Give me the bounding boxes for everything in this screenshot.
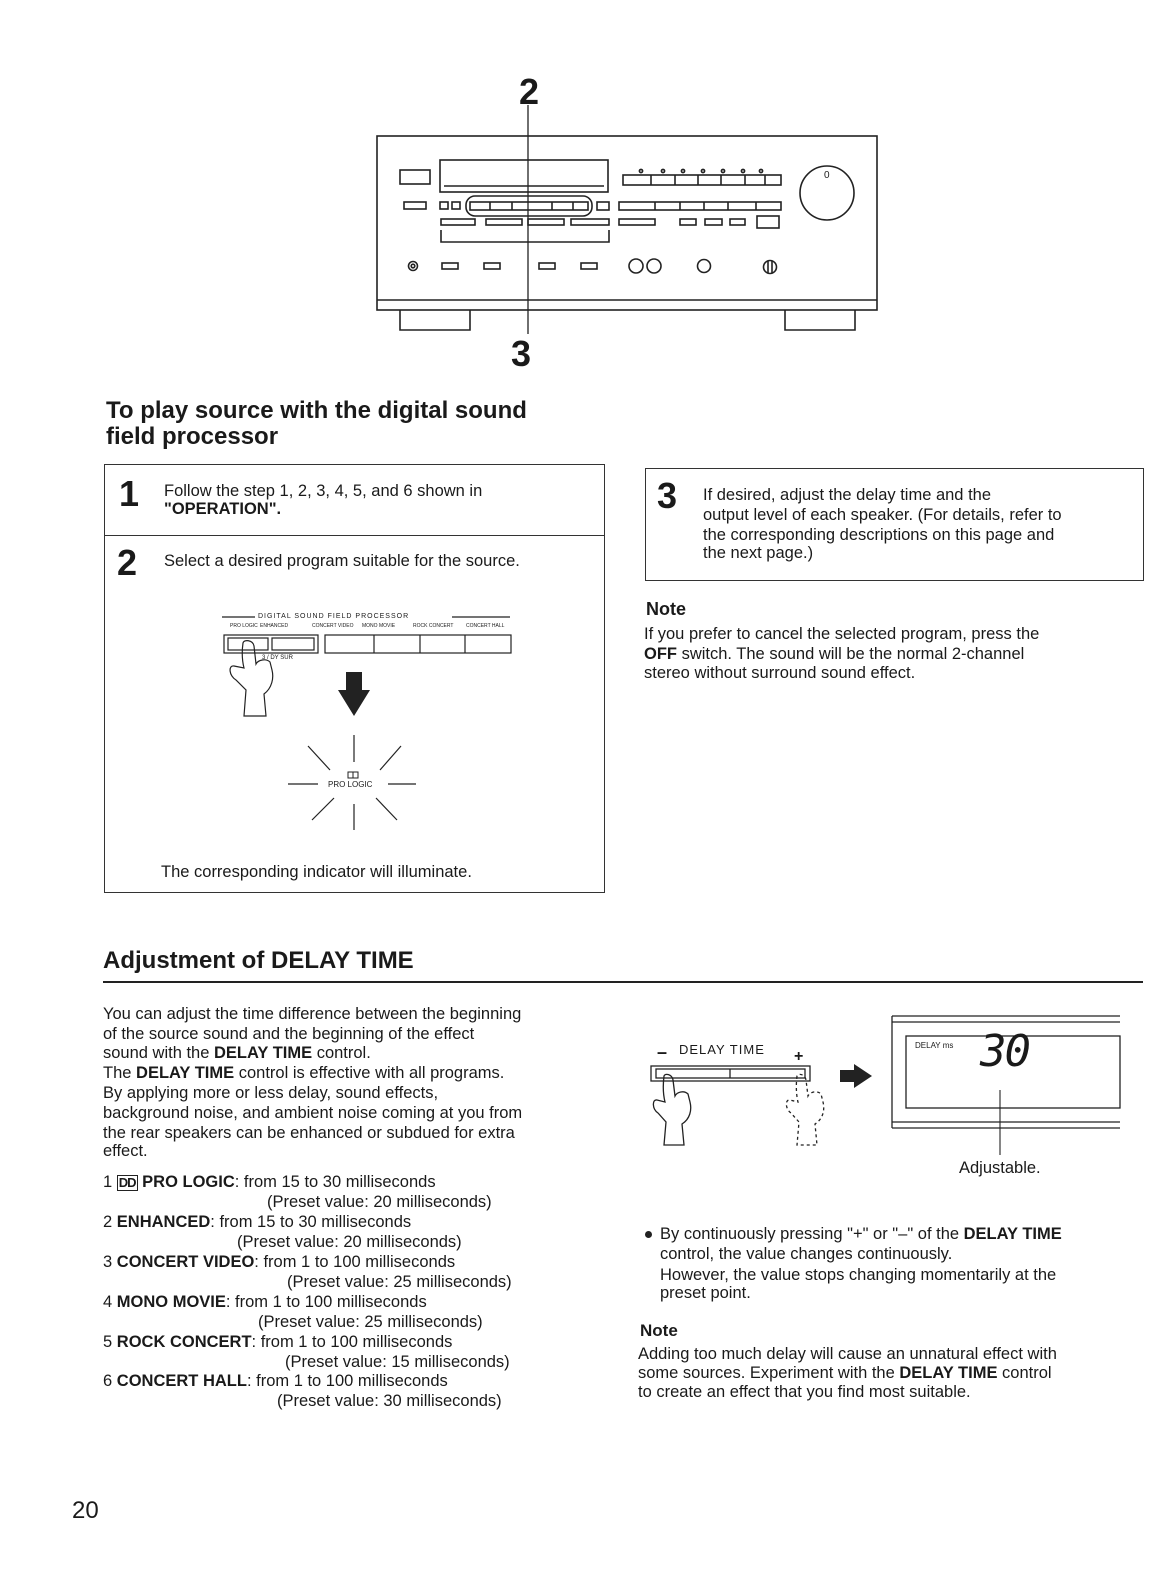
bullet-line3: However, the value stops changing momentarily at the xyxy=(660,1266,1057,1284)
intro-line1: You can adjust the time difference between the beginning xyxy=(103,1005,522,1023)
delay-section-title: Adjustment of DELAY TIME xyxy=(103,947,414,974)
note2-title: Note xyxy=(640,1321,678,1340)
delay-control-label: DELAY TIME xyxy=(679,1042,765,1057)
volume-mark: 0 xyxy=(824,170,830,181)
step-2-caption: The corresponding indicator will illuminate. xyxy=(161,863,472,881)
page-number: 20 xyxy=(72,1497,99,1524)
intro-line7: the rear speakers can be enhanced or subdued for extra xyxy=(103,1124,515,1142)
section-title-line1: To play source with the digital sound xyxy=(106,397,527,424)
program-2: 2 ENHANCED: from 15 to 30 milliseconds xyxy=(103,1213,412,1231)
dsp-panel-header: DIGITAL SOUND FIELD PROCESSOR xyxy=(258,613,410,620)
step-1-text-line1: Follow the step 1, 2, 3, 4, 5, and 6 shown in xyxy=(164,482,483,500)
dsp-label-concert-hall: CONCERT HALL xyxy=(466,623,505,629)
dsp-label-mono-movie: MONO MOVIE xyxy=(362,623,396,629)
adjustable-caption: Adjustable. xyxy=(959,1159,1041,1177)
program-2-preset: (Preset value: 20 milliseconds) xyxy=(237,1233,462,1251)
display-label: DELAY ms xyxy=(915,1041,954,1050)
intro-line3: sound with the DELAY TIME control. xyxy=(103,1044,371,1062)
step-1-number: 1 xyxy=(119,473,140,514)
note-line1: If you prefer to cancel the selected program, press the xyxy=(644,625,1040,643)
step-2-number: 2 xyxy=(117,542,138,583)
callout-2: 2 xyxy=(519,71,540,112)
dsp-label-rock-concert: ROCK CONCERT xyxy=(413,623,454,629)
step-3-line3: the corresponding descriptions on this page and xyxy=(703,526,1055,544)
callout-3: 3 xyxy=(511,333,532,374)
intro-line4: The DELAY TIME control is effective with all programs. xyxy=(103,1064,505,1082)
program-1: 1 DD PRO LOGIC: from 15 to 30 milliseconds xyxy=(103,1173,436,1191)
delay-minus: – xyxy=(657,1042,668,1062)
intro-line2: of the source sound and the beginning of the effect xyxy=(103,1025,475,1043)
bullet-line1: By continuously pressing "+" or "–" of the DELAY TIME xyxy=(660,1225,1062,1243)
step-3-line2: output level of each speaker. (For details, refer to xyxy=(703,506,1062,524)
pro-logic-indicator: PRO LOGIC xyxy=(328,780,373,789)
program-4: 4 MONO MOVIE: from 1 to 100 milliseconds xyxy=(103,1293,427,1311)
section-title-line2: field processor xyxy=(106,423,279,450)
intro-line8: effect. xyxy=(103,1142,148,1160)
step-3-line4: the next page.) xyxy=(703,544,814,562)
dsp-panel-sub: 3 / DY SUR xyxy=(262,655,293,661)
dsp-label-concert-video: CONCERT VIDEO xyxy=(312,623,354,629)
program-1-preset: (Preset value: 20 milliseconds) xyxy=(267,1193,492,1211)
dolby-logo-icon: DD xyxy=(118,1175,136,1190)
program-3: 3 CONCERT VIDEO: from 1 to 100 milliseconds xyxy=(103,1253,456,1271)
step-1-text-line2: "OPERATION". xyxy=(164,500,282,518)
intro-line6: background noise, and ambient noise coming at you from xyxy=(103,1104,523,1122)
dsp-label-pro-logic: PRO LOGIC xyxy=(230,623,258,629)
note2-line2: some sources. Experiment with the DELAY TIME control xyxy=(638,1364,1052,1382)
program-3-preset: (Preset value: 25 milliseconds) xyxy=(287,1273,512,1291)
display-value: 30 xyxy=(980,1026,1029,1077)
step-3-line1: If desired, adjust the delay time and the xyxy=(703,486,992,504)
step-3-number: 3 xyxy=(657,475,678,516)
program-6: 6 CONCERT HALL: from 1 to 100 milliseconds xyxy=(103,1372,448,1390)
intro-line5: By applying more or less delay, sound effects, xyxy=(103,1084,439,1102)
delay-plus: + xyxy=(794,1048,804,1065)
note-line3: stereo without surround sound effect. xyxy=(644,664,916,682)
note2-line3: to create an effect that you find most suitable. xyxy=(638,1383,971,1401)
note-title: Note xyxy=(646,599,686,619)
program-5: 5 ROCK CONCERT: from 1 to 100 milliseconds xyxy=(103,1333,453,1351)
step-2-text: Select a desired program suitable for the source. xyxy=(164,552,520,570)
note2-line1: Adding too much delay will cause an unnatural effect with xyxy=(638,1345,1057,1363)
note-line2-rest: switch. The sound will be the normal 2-channel xyxy=(677,645,1025,663)
bullet-dot-icon xyxy=(645,1231,652,1238)
program-6-preset: (Preset value: 30 milliseconds) xyxy=(277,1392,502,1410)
off-switch-label: OFF xyxy=(644,645,677,663)
bullet-line4: preset point. xyxy=(660,1284,751,1302)
program-4-preset: (Preset value: 25 milliseconds) xyxy=(258,1313,483,1331)
program-5-preset: (Preset value: 15 milliseconds) xyxy=(285,1353,510,1371)
dsp-label-enhanced: ENHANCED xyxy=(260,623,289,629)
bullet-line2: control, the value changes continuously. xyxy=(660,1245,953,1263)
